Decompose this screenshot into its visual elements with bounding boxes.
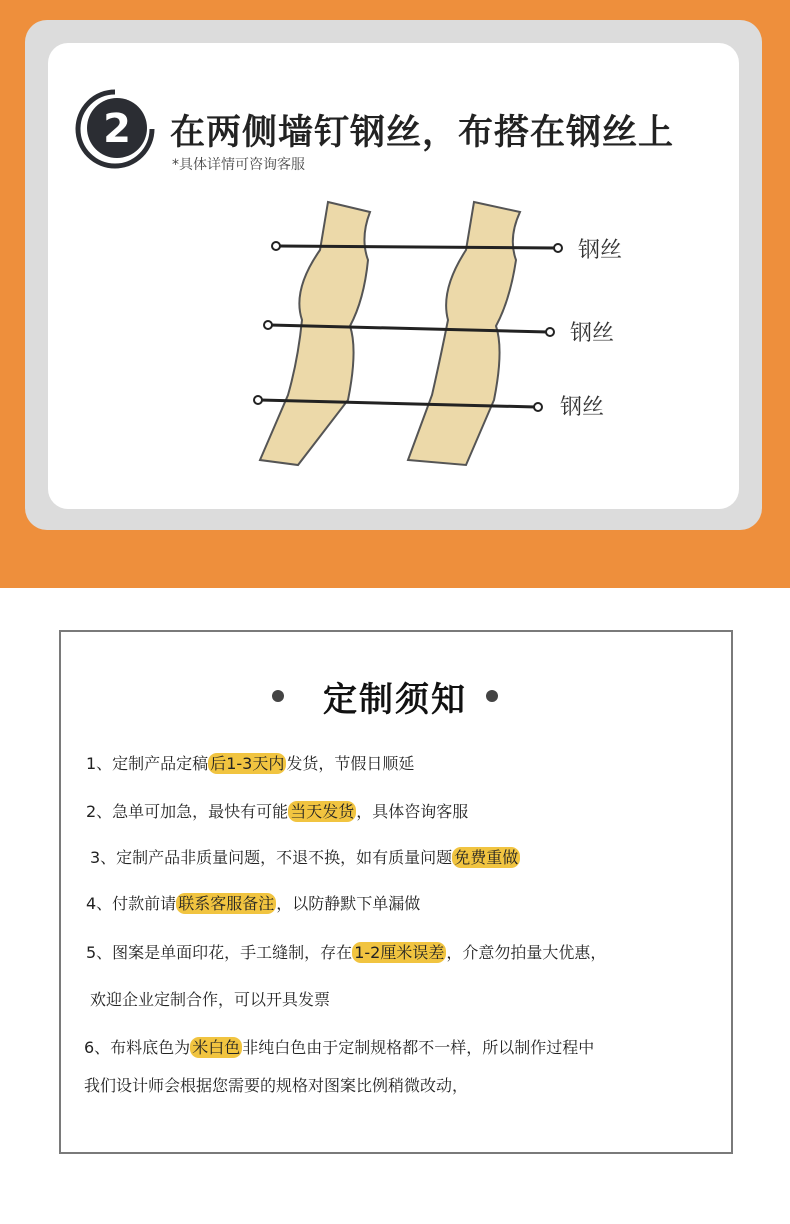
line-highlight: 当天发货 — [290, 802, 355, 821]
line-text: ，具体咨询客服 — [356, 802, 469, 821]
step-number: 2 — [103, 106, 131, 152]
line-text: ，以防静默下单漏做 — [276, 894, 421, 913]
title-dot-right — [486, 690, 498, 702]
line-text: 6、布料底色为 — [84, 1038, 191, 1057]
wire-label-bottom: 钢丝 — [560, 395, 605, 420]
line-highlight: 联系客服备注 — [178, 894, 275, 913]
fabric-strip-right — [408, 202, 520, 465]
notice-line-3 — [90, 845, 520, 868]
line-text: 4、付款前请 — [86, 894, 177, 913]
line-text: 我们设计师会根据您需要的规格对图案比例稍微改动， — [84, 1076, 469, 1095]
wire-label-top: 钢丝 — [578, 238, 623, 263]
notice-line-1 — [86, 751, 414, 774]
wire-label-middle: 钢丝 — [570, 321, 615, 346]
line-highlight: 1-2厘米误差 — [354, 943, 445, 962]
line-text: 欢迎企业定制合作，可以开具发票 — [90, 990, 331, 1009]
notice-line-6-cont — [84, 1073, 468, 1096]
line-highlight: 米白色 — [192, 1038, 241, 1057]
wire-hanging-diagram — [240, 190, 660, 480]
notice-title: 定制须知 — [323, 680, 467, 720]
line-text: 非纯白色由于定制规格都不一样，所以制作过程中 — [242, 1038, 595, 1057]
line-text: 3、定制产品非质量问题，不退不换，如有质量问题 — [90, 848, 453, 867]
wire-top — [278, 246, 556, 248]
notice-line-6 — [84, 1035, 594, 1058]
line-text: 发货，节假日顺延 — [286, 754, 415, 773]
notice-line-5 — [86, 940, 606, 963]
line-text: 1、定制产品定稿 — [86, 754, 209, 773]
line-text: 5、图案是单面印花，手工缝制，存在 — [86, 943, 353, 962]
step-note: *具体详情可咨询客服 — [172, 157, 305, 173]
notice-line-4 — [86, 891, 420, 914]
line-text: 2、急单可加急，最快有可能 — [86, 802, 289, 821]
notice-line-5-cont — [90, 987, 330, 1010]
line-highlight: 后1-3天内 — [210, 754, 285, 773]
notice-line-2 — [86, 799, 468, 822]
step-title: 在两侧墙钉钢丝，布搭在钢丝上 — [170, 113, 675, 153]
step-number-badge — [74, 88, 156, 170]
line-highlight: 免费重做 — [454, 848, 519, 867]
line-text: ，介意勿拍量大优惠， — [446, 943, 607, 962]
